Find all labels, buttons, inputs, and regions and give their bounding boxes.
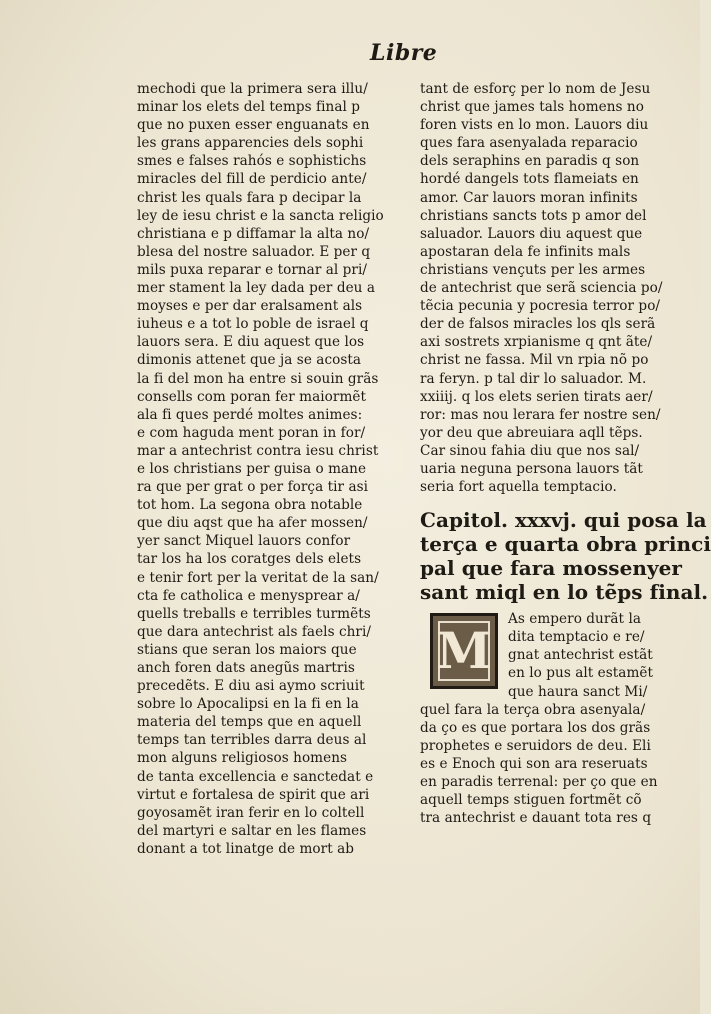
text-line: sobre lo Apocalipsi en la fi en la [137,696,359,713]
text-line: axi sostrets xrpianisme q qnt ãte/ [420,334,653,351]
text-line: apostaran dela fe infinits mals [420,243,631,260]
text-line: christ que james tals homens no [420,99,644,116]
text-line: cta fe catholica e menysprear a/ [137,587,360,604]
text-line: mer stament la ley dada per deu a [137,280,376,297]
text-line: donant a tot linatge de mort ab [137,840,355,857]
text-line: que dara antechrist als faels chri/ [137,623,372,640]
text-line: es e Enoch qui son ara reseruats [420,755,648,772]
text-line: yor deu que abreuiara aqll tẽps. [420,424,643,441]
text-line: les grans apparencies dels sophi [137,135,364,152]
text-line: stians que seran los maiors que [137,641,357,658]
text-line: precedẽts. E diu asi aymo scriuit [137,678,365,695]
text-line: dels seraphins en paradis q son [420,153,640,170]
text-line: mon alguns religiosos homens [137,750,348,767]
text-line: quel fara la terça obra asenyala/ [420,701,646,718]
text-line: ra feryn. p tal dir lo saluador. M. [420,370,647,387]
heading-line: terça e quarta obra princi [420,532,711,557]
text-line: goyosamẽt iran ferir en lo coltell [137,804,365,821]
text-line: temps tan terribles darra deus al [137,732,367,749]
decorated-initial-block [420,610,670,700]
text-line: ra que per grat o per força tir asi [137,479,369,496]
text-line: christ les quals fara p decipar la [137,189,362,206]
text-line: foren vists en lo mon. Lauors diu [420,117,649,134]
text-line: anch foren dats anegũs martris [137,660,355,676]
text-line: del martyri e saltar en les flames [137,822,367,839]
text-line: christians vençuts per les armes [420,261,646,278]
text-line: la fi del mon ha entre si souin grãs [137,370,379,387]
text-line: consells com poran fer maiormẽt [137,388,367,405]
text-line: Car sinou fahia diu que nos sal/ [420,442,640,459]
text-line: que no puxen esser enguanats en [137,117,370,134]
text-line: virtut e fortalesa de spirit que ari [137,786,370,803]
text-line: materia del temps que en aquell [137,714,362,731]
chapter-heading [420,508,711,605]
text-line: mils puxa reparar e tornar al pri/ [137,261,367,278]
text-line: saluador. Lauors diu aquest que [420,225,643,242]
text-line: mar a antechrist contra iesu christ [137,442,379,459]
text-line: tant de esforç per lo nom de Jesu [420,81,651,97]
text-line: moyses e per dar eralsament als [137,298,363,315]
text-line: de antechrist que serã sciencia po/ [420,280,663,297]
text-line: tar los ha los coratges dels elets [137,551,362,568]
text-line: ala fi ques perdé moltes animes: [137,406,363,423]
text-line: seria fort aquella temptacio. [420,479,617,496]
text-line: da ço es que portara los dos grãs [420,719,651,736]
running-head: Libre [370,40,438,66]
text-line: blesa del nostre saluador. E per q [137,243,371,260]
text-line: lauors sera. E diu aquest que los [137,334,365,351]
text-line: minar los elets del temps final p [137,99,361,116]
text-line: ror: mas nou lerara fer nostre sen/ [420,406,661,423]
text-line: christ ne fassa. Mil vn rpia nõ po [420,352,649,369]
left-column [137,80,387,858]
text-line: hordé dangels tots flameiats en [420,171,639,188]
heading-line: Capitol. xxxvj. qui posa la [420,508,707,533]
text-line: christiana e p diffamar la alta no/ [137,225,370,242]
text-line: christians sancts tots p amor del [420,207,647,224]
text-line: smes e falses rahós e sophistichs [137,153,367,170]
text-line: yer sanct Miquel lauors confor [137,533,351,550]
text-line: que diu aqst que ha afer mossen/ [137,515,368,532]
heading-line: sant miql en lo tẽps final. [420,580,709,605]
decorated-initial [430,613,498,689]
text-line: xxiiij. q los elets serien tirats aer/ [420,388,653,405]
text-line: de tanta excellencia e sanctedat e [137,768,374,785]
text-line: der de falsos miracles los qls serã [420,316,656,333]
text-line: uaria neguna persona lauors tãt [420,460,643,477]
text-line: ques fara asenyalada reparacio [420,135,638,152]
text-line: amor. Car lauors moran infinits [420,189,638,206]
text-line: gnat antechrist estãt [508,647,653,664]
text-line: quells treballs e terribles turmẽts [137,605,371,622]
text-line: tra antechrist e dauant tota res q [420,810,652,827]
text-line: ley de iesu christ e la sancta religio [137,207,384,224]
text-line: dimonis attenet que ja se acosta [137,352,362,369]
text-line: iuheus e a tot lo poble de israel q [137,316,369,333]
text-line: miracles del fill de perdicio ante/ [137,171,367,188]
right-column [420,80,711,827]
heading-line: pal que fara mossenyer [420,556,683,581]
text-line: en lo pus alt estamẽt [508,665,653,682]
text-line: tẽcia pecunia y pocresia terror po/ [420,298,661,315]
text-line: e los christians per guisa o mane [137,460,367,477]
text-line: aquell temps stiguen fortmẽt cõ [420,792,642,809]
text-line: As empero durãt la [508,611,641,628]
text-line: prophetes e seruidors de deu. Eli [420,737,651,754]
initial-letter: M [436,621,492,681]
text-line: e tenir fort per la veritat de la san/ [137,569,379,586]
text-line: dita temptacio e re/ [508,629,645,646]
text-line: tot hom. La segona obra notable [137,497,363,514]
text-line: en paradis terrenal: per ço que en [420,774,658,790]
text-line: que haura sanct Mi/ [508,683,648,700]
text-line: e com haguda ment poran in for/ [137,424,366,441]
text-line: mechodi que la primera sera illu/ [137,81,368,97]
